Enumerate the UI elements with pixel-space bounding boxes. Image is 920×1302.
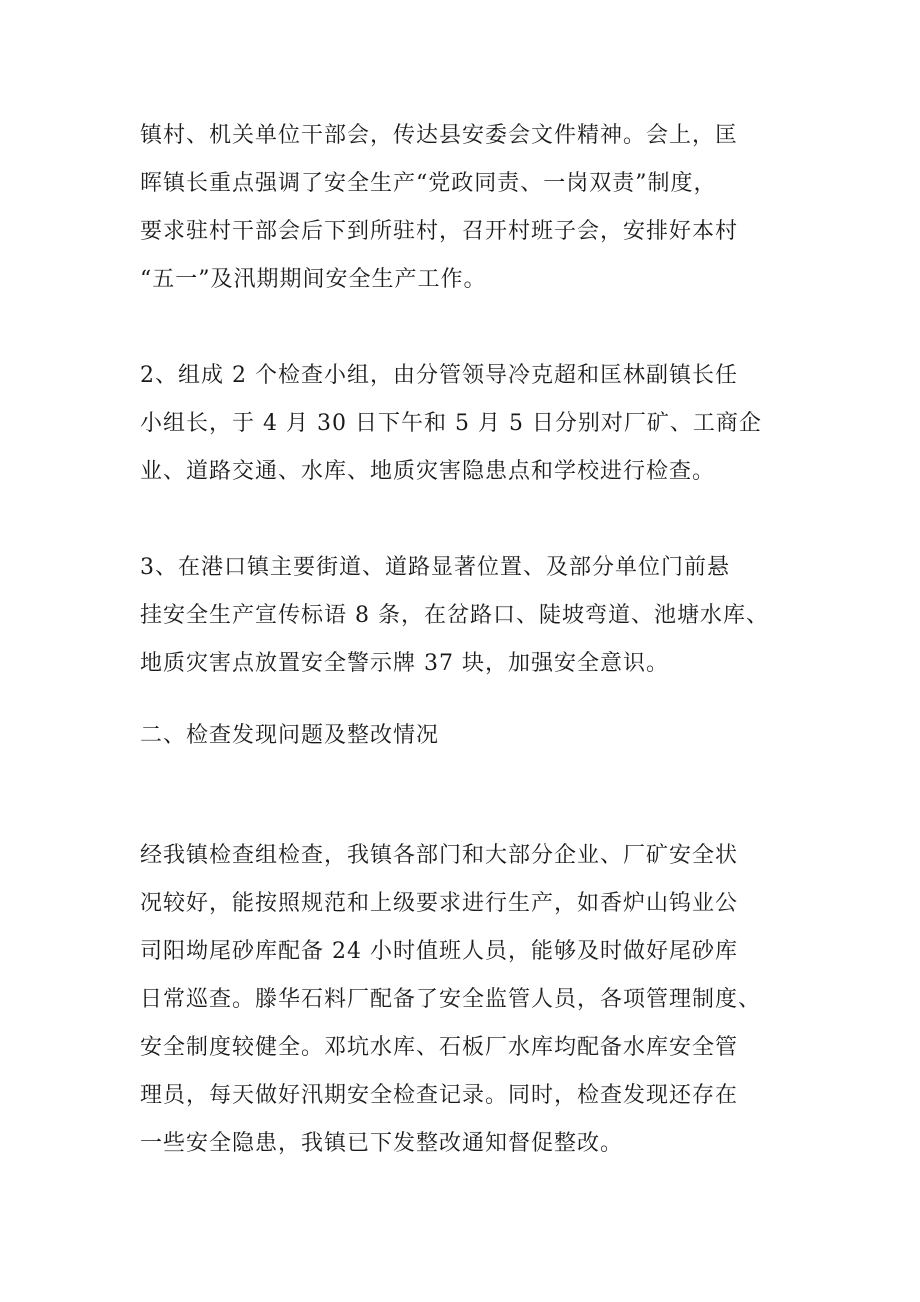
text-line: 况较好，能按照规范和上级要求进行生产，如香炉山钨业公 [140, 891, 739, 916]
text-line: 理员，每天做好汛期安全检查记录。同时，检查发现还存在 [140, 1083, 739, 1108]
text-line: 挂安全生产宣传标语 8 条，在岔路口、陡坡弯道、池塘水库、 [140, 603, 769, 628]
paragraph-intro-continued [140, 112, 790, 304]
paragraph-item-2 [140, 352, 790, 496]
text-line: 司阳坳尾砂库配备 24 小时值班人员，能够及时做好尾砂库 [140, 939, 738, 964]
text-line: 地质灾害点放置安全警示牌 37 块，加强安全意识。 [140, 651, 669, 676]
text-line: 一些安全隐患，我镇已下发整改通知督促整改。 [140, 1131, 624, 1156]
text-line: “五一”及汛期期间安全生产工作。 [140, 267, 487, 292]
text-line: 要求驻村干部会后下到所驻村，召开村班子会，安排好本村 [140, 219, 739, 244]
text-line: 晖镇长重点强调了安全生产“党政同责、一岗双责”制度， [140, 171, 717, 196]
text-line: 安全制度较健全。邓坑水库、石板厂水库均配备水库安全管 [140, 1035, 739, 1060]
text-line: 小组长，于 4 月 30 日下午和 5 月 5 日分别对厂矿、工商企 [140, 411, 762, 436]
section-heading [140, 712, 790, 760]
paragraph-section-2-body [140, 832, 790, 1168]
text-line: 业、道路交通、水库、地质灾害隐患点和学校进行检查。 [140, 459, 716, 484]
text-line: 3、在港口镇主要街道、道路显著位置、及部分单位门前悬 [140, 555, 730, 580]
paragraph-item-3 [140, 544, 790, 688]
text-line: 日常巡查。滕华石料厂配备了安全监管人员，各项管理制度、 [140, 987, 762, 1012]
text-line: 镇村、机关单位干部会，传达县安委会文件精神。会上，匡 [140, 123, 739, 148]
text-line: 2、组成 2 个检查小组，由分管领导冷克超和匡林副镇长任 [140, 363, 738, 388]
heading-text: 二、检查发现问题及整改情况 [140, 723, 440, 748]
text-line: 经我镇检查组检查，我镇各部门和大部分企业、厂矿安全状 [140, 843, 739, 868]
